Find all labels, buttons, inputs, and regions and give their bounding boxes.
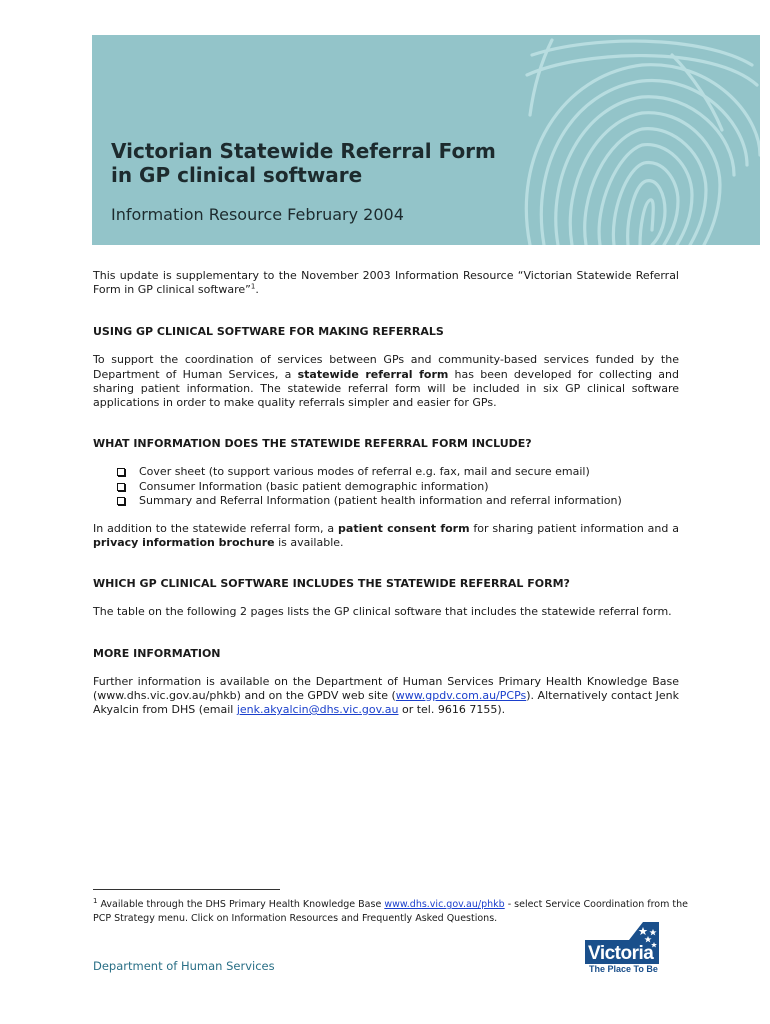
- footer-department: Department of Human Services: [93, 959, 275, 973]
- section1-paragraph: To support the coordination of services between GPs and community-based services funded by the Department of Human Services, a statewide referral form has been developed for collecting and sharing patient information. The statewide referral form will be included in six GP clinical software applications in order to make quality referrals simpler and easier for GPs.: [93, 353, 679, 410]
- checkbox-bullet-icon: [117, 468, 125, 476]
- section2-paragraph: In addition to the statewide referral form, a patient consent form for sharing patient information and a privacy information brochure is available.: [93, 522, 679, 550]
- document-subtitle: Information Resource February 2004: [111, 205, 404, 224]
- footnote-divider: [93, 889, 280, 890]
- header-banner: [92, 35, 760, 245]
- form-contents-list: [93, 465, 679, 509]
- section-heading-using-software: USING GP CLINICAL SOFTWARE FOR MAKING REFERRALS: [93, 325, 444, 339]
- checkbox-bullet-icon: [117, 497, 125, 505]
- section-heading-more-information: MORE INFORMATION: [93, 646, 221, 660]
- footnote: $^1$ Available through the DHS Primary Health Knowledge Base www.dhs.vic.gov.au/phkb - select Service Coordination from the PCP Strategy menu. Click on Information Resources and Frequently Asked Questions.: [93, 896, 688, 924]
- title-line-1: Victorian Statewide Referral Form: [111, 139, 496, 163]
- section4-paragraph: Further information is available on the Department of Human Services Primary Health Knowledge Base (www.dhs.vic.gov.au/phkb) and on the GPDV web site (www.gpdv.com.au/PCPs). Alternatively contact Jenk Akyalcin from DHS (email jenk.akyalcin@dhs.vic.gov.au or tel. 9616 7155).: [93, 674, 679, 717]
- document-body: [93, 269, 679, 717]
- gpdv-link[interactable]: www.gpdv.com.au/PCPs: [395, 688, 527, 702]
- footnote-mark: 1: [93, 896, 98, 905]
- footnote-reference[interactable]: 1: [250, 282, 256, 291]
- checkbox-bullet-icon: [117, 483, 125, 491]
- fingerprint-graphic: [522, 35, 760, 245]
- list-item: Summary and Referral Information (patient health information and referral information): [117, 494, 679, 509]
- victoria-logo: [585, 920, 661, 976]
- section-heading-which-software: WHICH GP CLINICAL SOFTWARE INCLUDES THE STATEWIDE REFERRAL FORM?: [93, 577, 570, 591]
- section-heading-form-contents: WHAT INFORMATION DOES THE STATEWIDE REFERRAL FORM INCLUDE?: [93, 437, 532, 451]
- logo-wordmark: Victoria: [588, 943, 654, 964]
- list-item: Consumer Information (basic patient demographic information): [117, 480, 679, 495]
- phkb-link[interactable]: www.dhs.vic.gov.au/phkb: [384, 899, 505, 910]
- list-item: Cover sheet (to support various modes of referral e.g. fax, mail and secure email): [117, 465, 679, 480]
- logo-tagline: The Place To Be: [589, 964, 658, 974]
- intro-paragraph: This update is supplementary to the November 2003 Information Resource “Victorian Statewide Referral Form in GP clinical software”$^1$.: [93, 269, 679, 297]
- document-title: [111, 139, 496, 187]
- section3-paragraph: The table on the following 2 pages lists the GP clinical software that includes the statewide referral form.: [93, 605, 672, 619]
- title-line-2: in GP clinical software: [111, 163, 363, 187]
- email-link[interactable]: jenk.akyalcin@dhs.vic.gov.au: [236, 703, 399, 717]
